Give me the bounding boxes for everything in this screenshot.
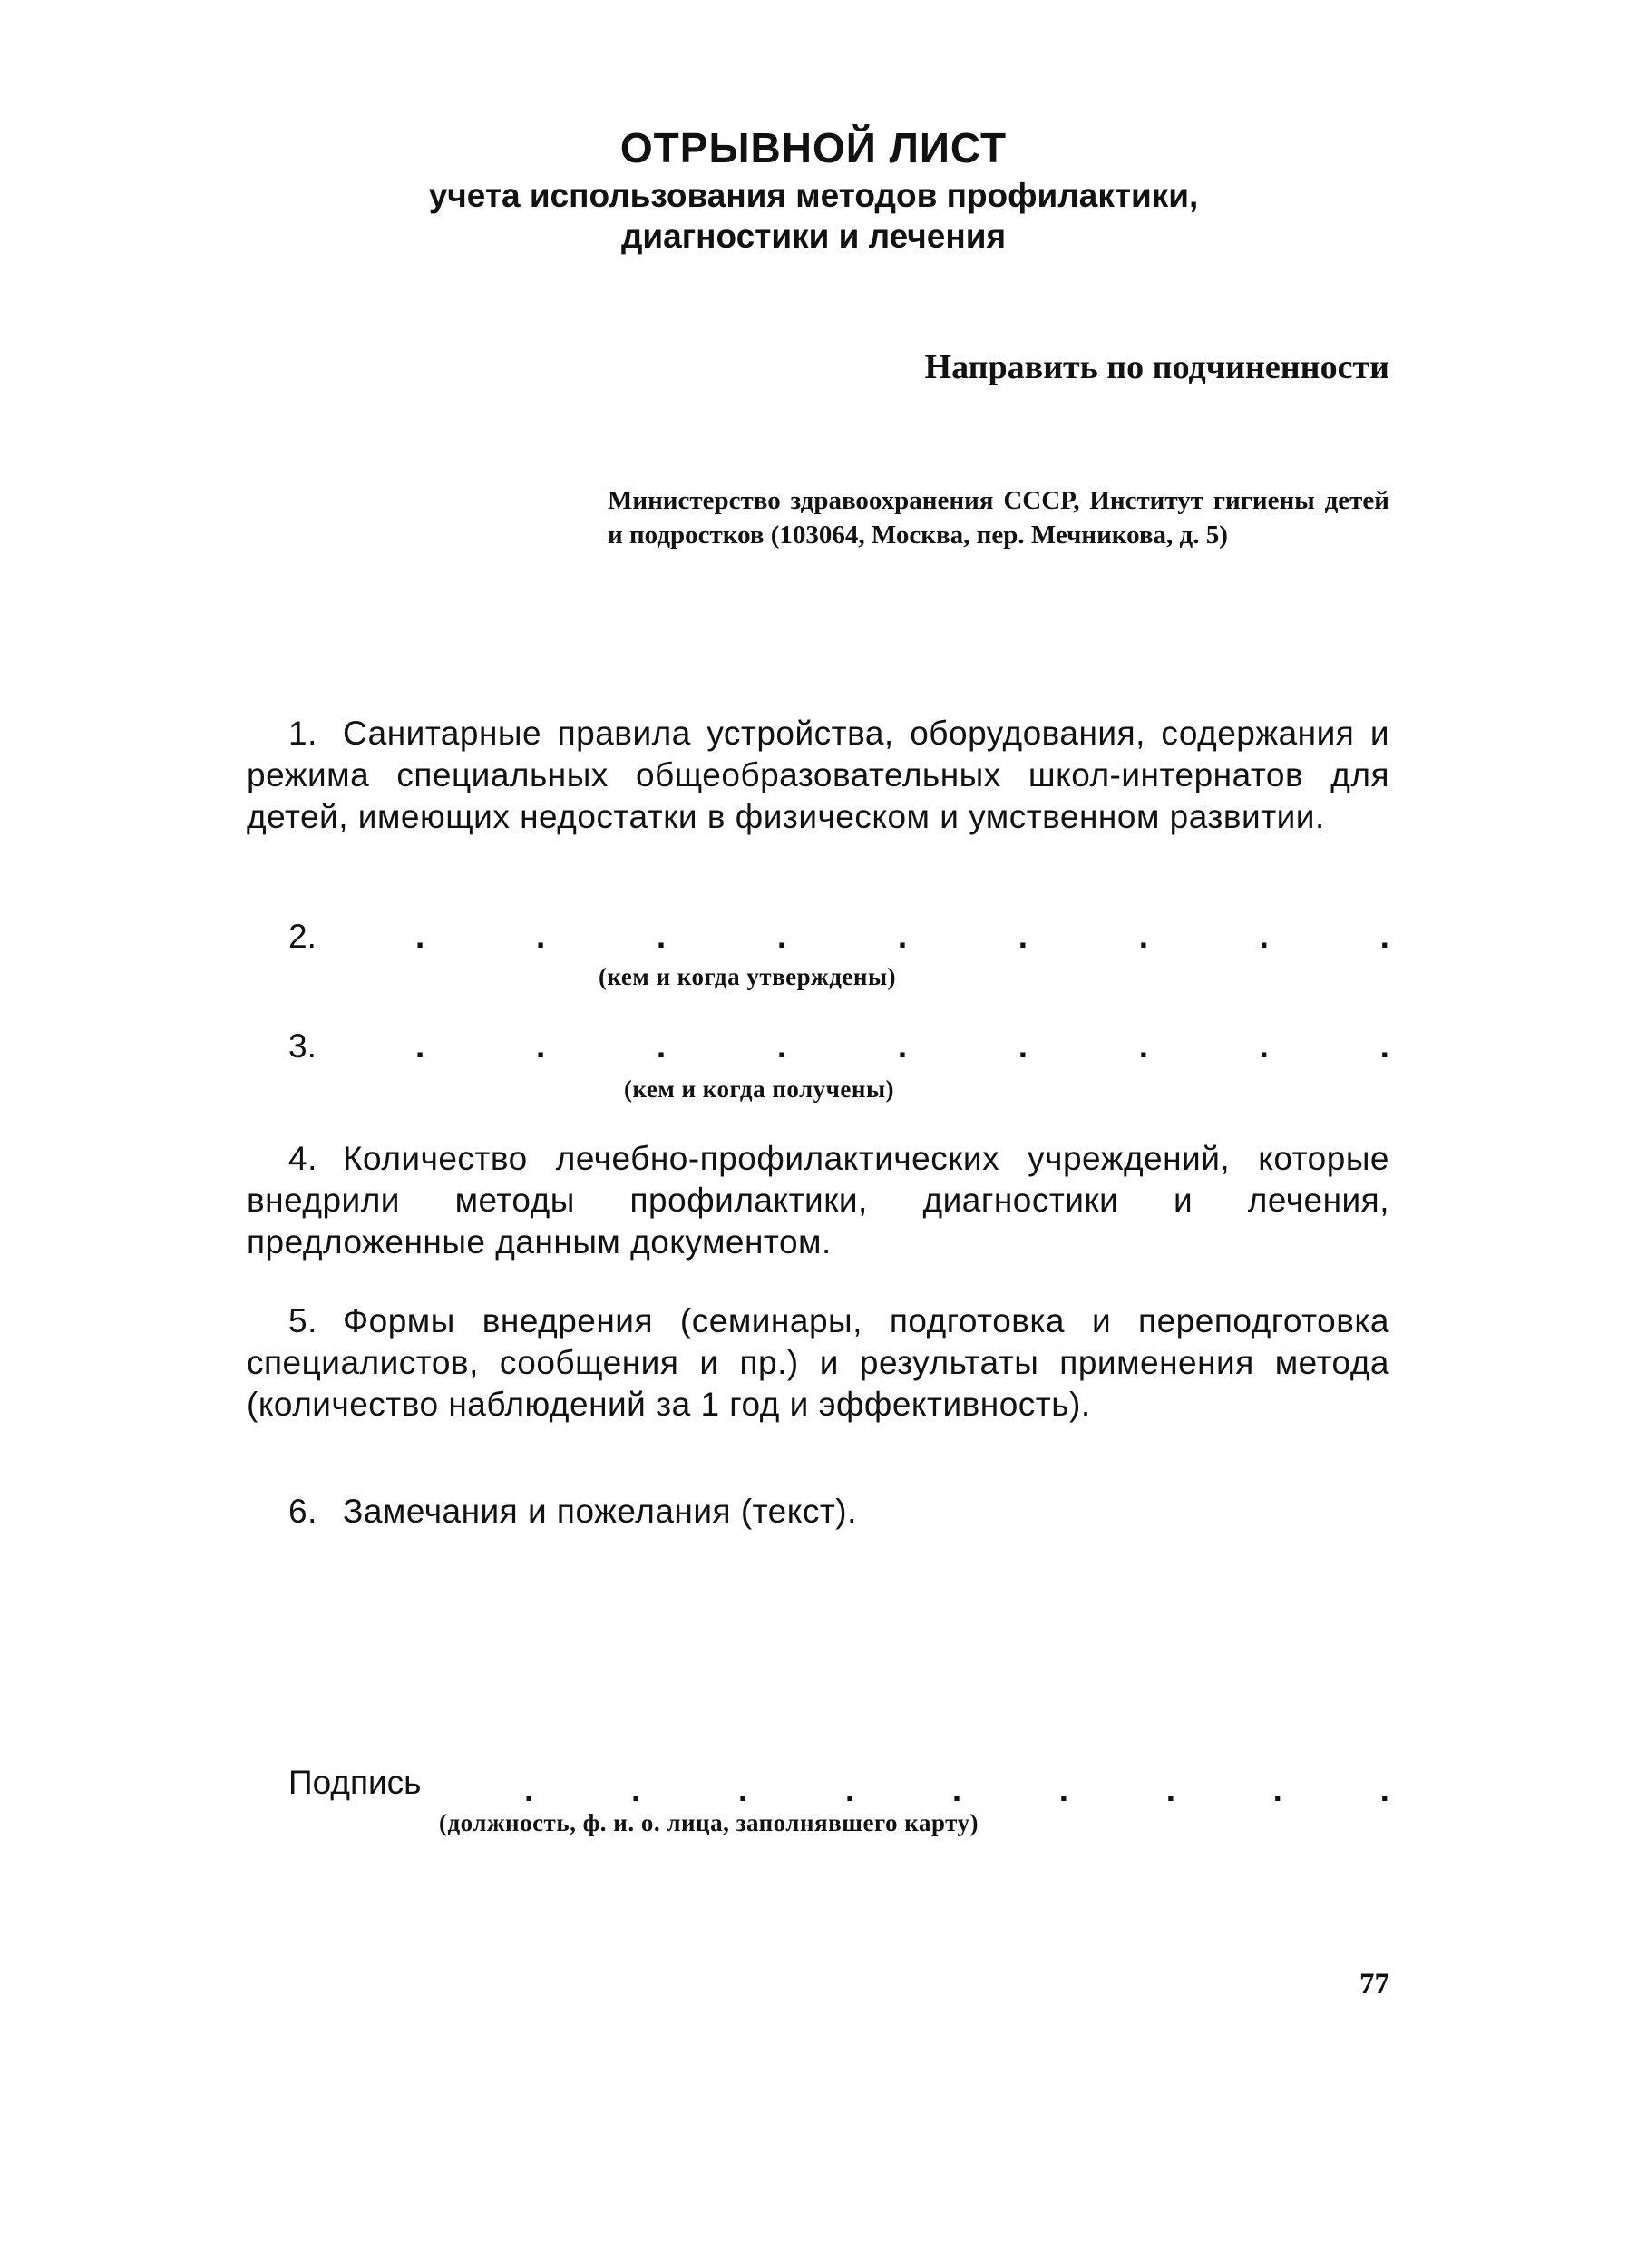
item-3-number: 3. [288, 1027, 317, 1065]
item-2-dotted-blank: . . . . . . . . . [415, 918, 1389, 955]
item-4 [247, 1138, 1389, 1263]
page-number: 77 [1359, 1968, 1389, 2000]
item-6-number: 6. [288, 1493, 317, 1530]
item-6-text: Замечания и пожелания (текст). [343, 1493, 857, 1530]
signature-label: Подпись [288, 1764, 422, 1801]
recipient-address: Министерство здравоохранения СССР, Институт гигиены детей и подростков (103064, Москва, пер. Мечникова, д. 5) [608, 486, 1389, 550]
item-2-number: 2. [288, 918, 317, 955]
signature-caption: (должность, ф. и. о. лица, заполнявшего карту) [439, 1809, 979, 1836]
signature-line [288, 1764, 1389, 1809]
item-1-number: 1. [288, 715, 317, 752]
item-5 [247, 1300, 1389, 1426]
item-1-text: Санитарные правила устройства, оборудования, содержания и режима специальных общеобразовательных школ-интернатов для детей, имеющих недостатки в физическом и умственном развитии. [247, 715, 1389, 835]
item-4-number: 4. [288, 1140, 317, 1177]
item-4-text: Количество лечебно-профилактических учреждений, которые внедрили методы профилактики, диагностики и лечения, предложенные данным документом. [247, 1140, 1389, 1261]
item-2-fill-line [288, 918, 1389, 959]
document-subtitle-line1: учета использования методов профилактики, [428, 177, 1199, 214]
item-5-number: 5. [288, 1302, 317, 1339]
routing-instruction: Направить по подчиненности [924, 348, 1389, 386]
item-3-fill-line [288, 1027, 1389, 1069]
item-2-caption: (кем и когда утверждены) [599, 963, 897, 990]
document-subtitle-line2: диагностики и лечения [620, 218, 1007, 255]
item-3-caption: (кем и когда получены) [624, 1076, 895, 1103]
item-3-dotted-blank: . . . . . . . . . [415, 1027, 1389, 1065]
item-1 [247, 713, 1389, 838]
signature-dotted-blank: . . . . . . . . . [524, 1771, 1389, 1808]
item-5-text: Формы внедрения (семинары, подготовка и переподготовка специалистов, сообщения и пр.) и результаты применения метода (количество наблюдений за 1 год и эффективность). [247, 1302, 1389, 1423]
document-title: ОТРЫВНОЙ ЛИСТ [619, 124, 1008, 171]
item-6 [247, 1491, 1389, 1533]
